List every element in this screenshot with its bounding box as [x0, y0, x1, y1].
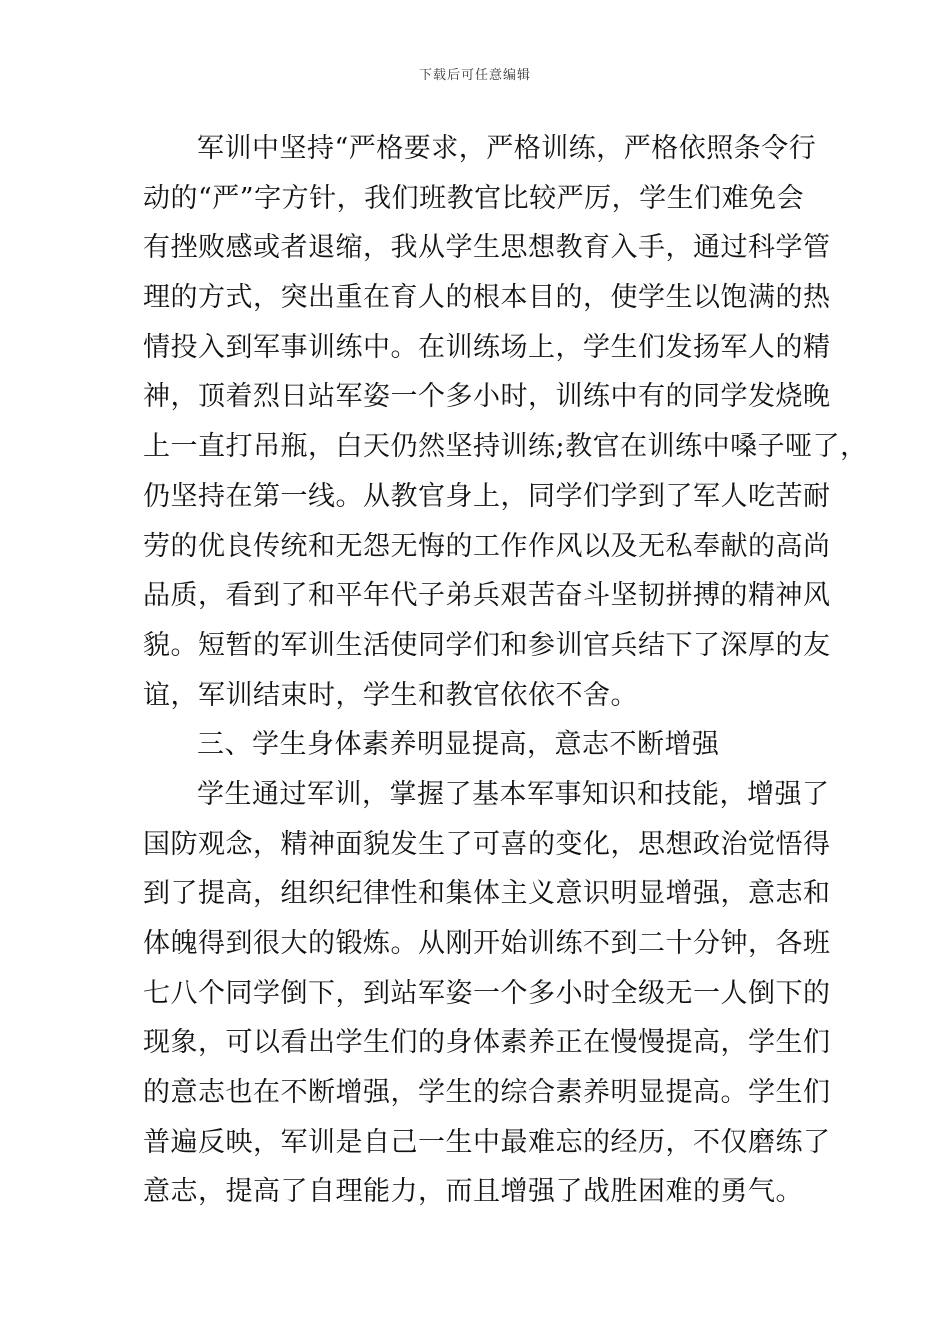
paragraph-line: 意志，提高了自理能力，而且增强了战胜困难的勇气。 [143, 1176, 803, 1208]
paragraph-line: 劳的优良传统和无怨无悔的工作作风以及无私奉献的高尚 [143, 530, 831, 562]
paragraph-line: 动的“严”字方针，我们班教官比较严厉，学生们难免会 [143, 182, 805, 214]
paragraph-line: 到了提高，组织纪律性和集体主义意识明显增强，意志和 [143, 878, 831, 910]
paragraph-line: 普遍反映，军训是自己一生中最难忘的经历，不仅磨练了 [143, 1126, 831, 1158]
paragraph-line: 体魄得到很大的锻炼。从刚开始训练不到二十分钟，各班 [143, 928, 831, 959]
paragraph-line: 情投入到军事训练中。在训练场上，学生们发扬军人的精 [143, 331, 831, 363]
paragraph-line: 的意志也在不断增强，学生的综合素养明显提高。学生们 [143, 1077, 831, 1109]
paragraph-line: 学生通过军训，掌握了基本军事知识和技能，增强了 [197, 778, 830, 810]
paragraph-line: 貌。短暂的军训生活使同学们和参训官兵结下了深厚的友 [143, 629, 831, 661]
document-body [143, 124, 868, 1217]
paragraph-line: 上一直打吊瓶，白天仍然坚持训练;教官在训练中嗓子哑了， [143, 431, 868, 463]
paragraph-line: 神，顶着烈日站军姿一个多小时，训练中有的同学发烧晚 [143, 381, 831, 413]
header-note: 下载后可任意编辑 [418, 68, 531, 83]
paragraph-line: 谊，军训结束时，学生和教官依依不舍。 [143, 679, 638, 711]
section-heading: 三、学生身体素养明显提高，意志不断增强 [197, 729, 720, 761]
paragraph-line: 理的方式，突出重在育人的根本目的，使学生以饱满的热 [143, 282, 831, 314]
paragraph-line: 仍坚持在第一线。从教官身上，同学们学到了军人吃苦耐 [143, 480, 831, 512]
paragraph-line: 军训中坚持“严格要求，严格训练，严格依照条令行 [197, 133, 817, 164]
paragraph-line: 品质，看到了和平年代子弟兵艰苦奋斗坚韧拼搏的精神风 [143, 580, 831, 612]
paragraph-line: 有挫败感或者退缩，我从学生思想教育入手，通过科学管 [143, 232, 831, 264]
paragraph-line: 国防观念，精神面貌发生了可喜的变化，思想政治觉悟得 [143, 828, 831, 860]
paragraph-line: 现象，可以看出学生们的身体素养正在慢慢提高，学生们 [143, 1027, 831, 1059]
paragraph-line: 七八个同学倒下，到站军姿一个多小时全级无一人倒下的 [143, 977, 831, 1009]
